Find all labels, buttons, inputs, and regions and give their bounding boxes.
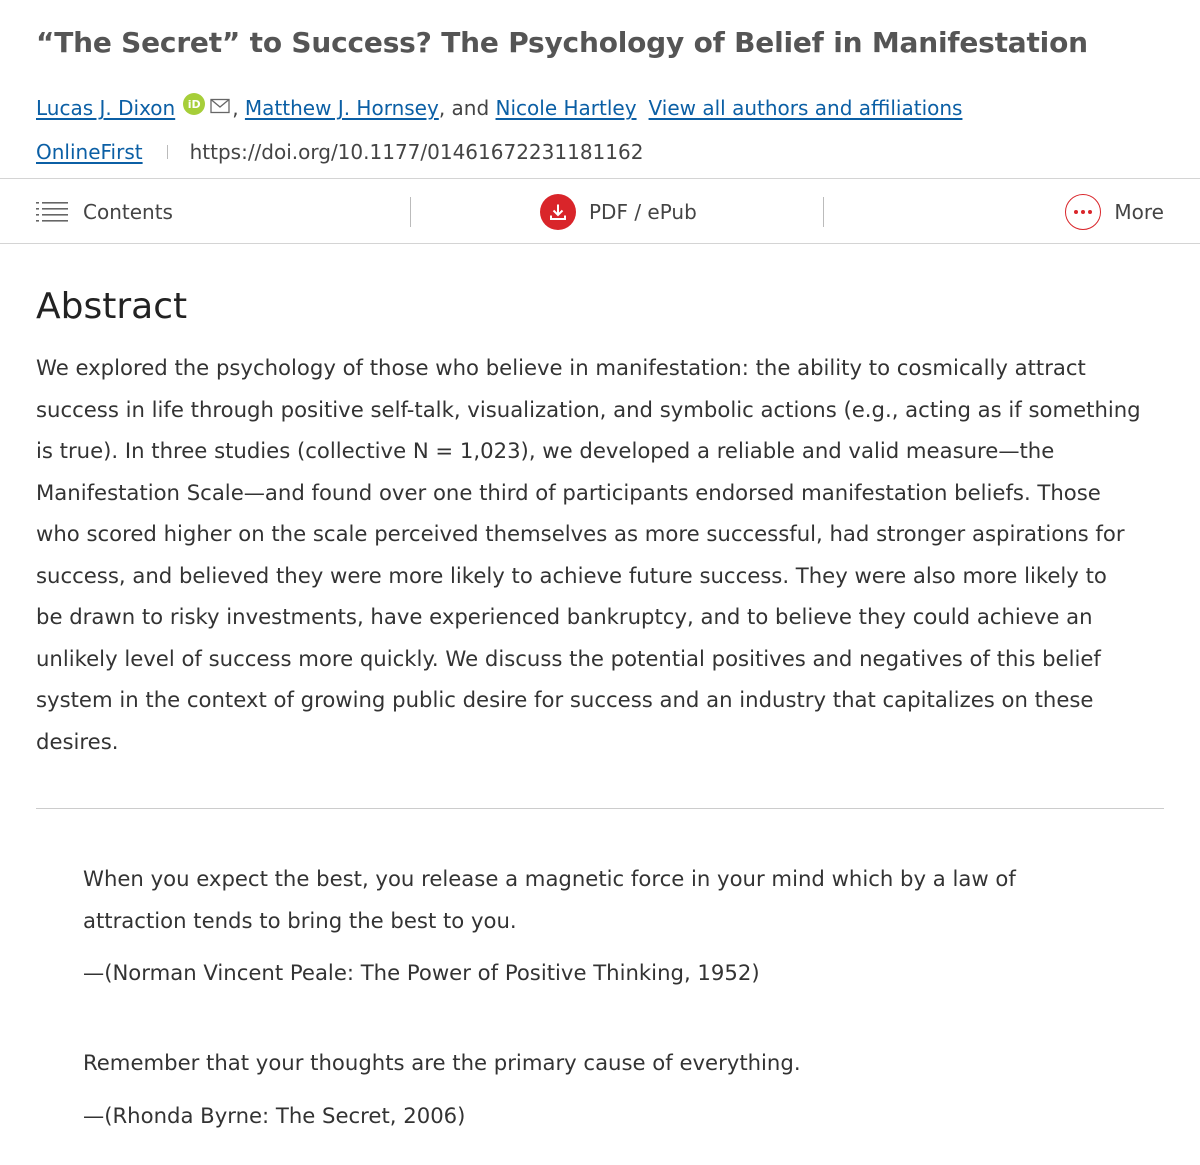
online-first-link[interactable]: OnlineFirst [36,140,143,164]
pdf-epub-label: PDF / ePub [589,200,697,224]
toolbar-divider [410,197,411,227]
author-separator-and: , and [438,96,490,120]
abstract-body [36,347,1176,762]
author-link-hartley[interactable]: Nicole Hartley [495,96,637,120]
article-title: “The Secret” to Success? The Psychology of Belief in Manifestation [36,26,1088,59]
abstract-line: who scored higher on the scale perceived themselves as more successful, had stronger aspirations for [36,521,1125,546]
contents-button[interactable] [36,179,173,245]
abstract-line: is true). In three studies (collective N = 1,023), we developed a reliable and valid measure—the [36,438,1055,463]
toolbar-divider [823,197,824,227]
epigraph-quote [83,1042,1163,1084]
epigraph-attribution-text: —(Rhonda Byrne: The Secret, 2006) [83,1103,466,1128]
more-dots-icon [1065,194,1101,230]
doi-link[interactable]: https://doi.org/10.1177/01461672231181162 [189,140,644,164]
abstract-line: desires. [36,728,119,754]
epigraph-attribution [83,1095,1163,1137]
author-link-hornsey[interactable]: Matthew J. Hornsey [244,96,439,120]
author-list [36,94,962,122]
contents-label: Contents [83,200,173,224]
epigraph-line: attraction tends to bring the best to you. [83,907,517,933]
list-icon [36,200,68,224]
view-all-authors-link[interactable]: View all authors and affiliations [648,96,963,120]
author-link-dixon[interactable]: Lucas J. Dixon [36,96,176,120]
abstract-line: unlikely level of success more quickly. We discuss the potential positives and negatives of this belief [36,645,1101,671]
abstract-line: success in life through positive self-talk, visualization, and symbolic actions (e.g., acting as if something [36,396,1141,422]
abstract-line: be drawn to risky investments, have experienced bankruptcy, and to believe they could achieve an [36,604,1093,629]
orcid-icon[interactable]: iD [183,93,205,115]
meta-divider [167,145,168,159]
more-label: More [1114,200,1164,224]
abstract-heading: Abstract [36,286,188,327]
epigraph-attribution [83,952,1163,994]
abstract-line: system in the context of growing public desire for success and an industry that capitalizes on these [36,687,1094,712]
epigraph-line: Remember that your thoughts are the primary cause of everything. [83,1050,801,1075]
epigraph-attribution-text: —(Norman Vincent Peale: The Power of Positive Thinking, 1952) [83,960,760,985]
abstract-line: success, and believed they were more likely to achieve future success. They were also more likely to [36,562,1107,588]
more-button[interactable] [1065,179,1164,245]
download-icon [540,194,576,230]
article-toolbar [0,178,1200,244]
abstract-line: We explored the psychology of those who believe in manifestation: the ability to cosmically attract [36,355,1086,380]
author-separator: , [232,96,239,120]
epigraph-line: When you expect the best, you release a magnetic force in your mind which by a law of [83,866,1016,891]
mail-icon[interactable] [210,98,230,114]
pdf-epub-button[interactable] [540,179,697,245]
abstract-line: Manifestation Scale—and found over one third of participants endorsed manifestation beliefs. Those [36,479,1101,505]
article-meta [36,138,643,166]
epigraph-quote [83,858,1163,941]
section-divider [36,808,1164,809]
